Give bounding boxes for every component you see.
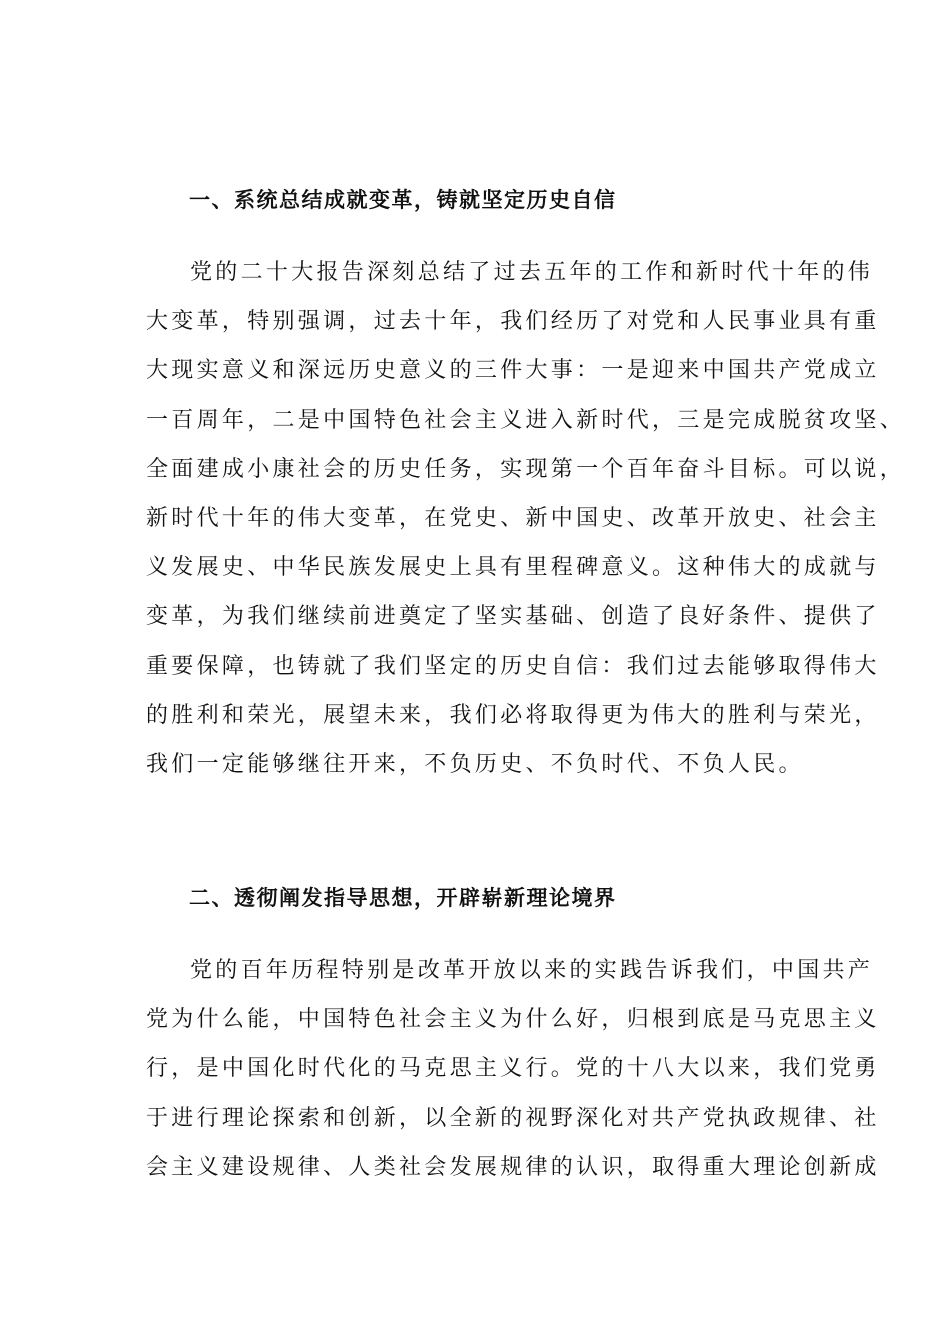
paragraph-line: 党的百年历程特别是改革开放以来的实践告诉我们，中国共产 (190, 958, 874, 983)
paragraph-line: 大变革，特别强调，过去十年，我们经历了对党和人民事业具有重 (146, 309, 880, 335)
paragraph-line: 重要保障，也铸就了我们坚定的历史自信：我们过去能够取得伟大 (146, 653, 880, 679)
paragraph-line: 党为什么能，中国特色社会主义为什么好，归根到底是马克思主义 (146, 1007, 880, 1033)
paragraph-line: 大现实意义和深远历史意义的三件大事：一是迎来中国共产党成立 (146, 358, 880, 384)
paragraph-line: 一百周年，二是中国特色社会主义进入新时代，三是完成脱贫攻坚、 (146, 407, 906, 433)
section-heading-2: 二、透彻阐发指导思想，开辟崭新理论境界 (189, 886, 617, 910)
paragraph-line: 党的二十大报告深刻总结了过去五年的工作和新时代十年的伟 (190, 260, 874, 285)
paragraph-line: 行，是中国化时代化的马克思主义行。党的十八大以来，我们党勇 (146, 1056, 880, 1082)
paragraph-line: 的胜利和荣光，展望未来，我们必将取得更为伟大的胜利与荣光， (146, 702, 880, 728)
paragraph-line: 会主义建设规律、人类社会发展规律的认识，取得重大理论创新成 (146, 1154, 880, 1180)
paragraph-2 (146, 946, 880, 1192)
paragraph-line: 全面建成小康社会的历史任务，实现第一个百年奋斗目标。可以说， (146, 456, 906, 482)
paragraph-line: 变革，为我们继续前进奠定了坚实基础、创造了良好条件、提供了 (146, 604, 880, 630)
paragraph-line: 义发展史、中华民族发展史上具有里程碑意义。这种伟大的成就与 (146, 555, 880, 581)
section-heading-1: 一、系统总结成就变革，铸就坚定历史自信 (189, 188, 617, 212)
paragraph-1 (146, 248, 906, 789)
paragraph-line: 新时代十年的伟大变革，在党史、新中国史、改革开放史、社会主 (146, 505, 880, 531)
paragraph-line: 于进行理论探索和创新，以全新的视野深化对共产党执政规律、社 (146, 1105, 880, 1131)
paragraph-line: 我们一定能够继往开来，不负历史、不负时代、不负人民。 (146, 751, 804, 777)
